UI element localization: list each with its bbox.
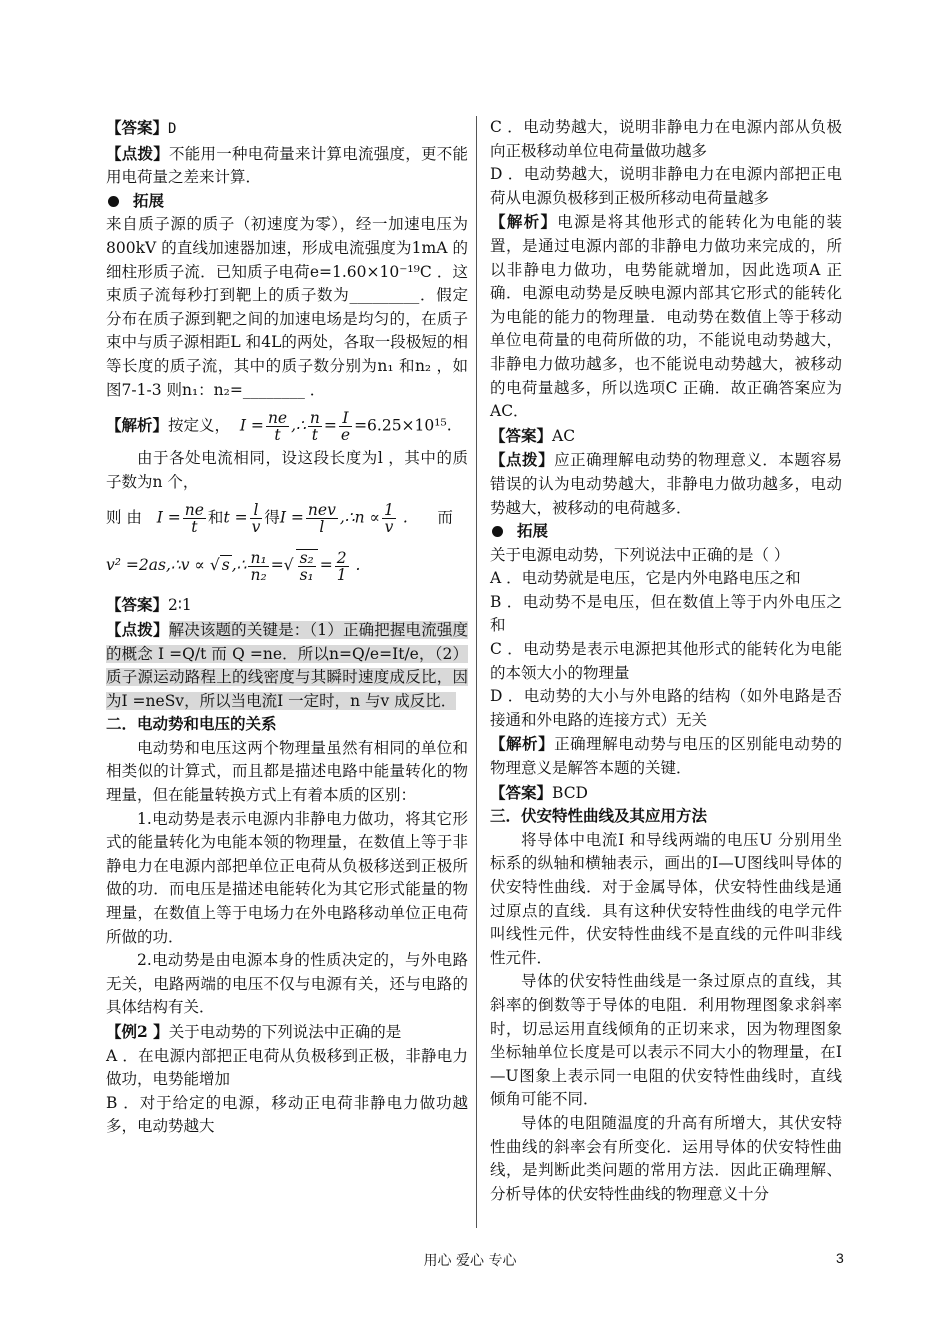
left-column bbox=[106, 116, 468, 1139]
section-heading: 二．电动势和电压的关系 bbox=[106, 715, 277, 734]
footer-motto: 用心 爱心 专心 bbox=[423, 1253, 517, 1269]
option-d: D ．电动势的大小与外电路的结构（如外电路是否接通和外电路的连接方式）无关 bbox=[490, 687, 842, 729]
column-divider bbox=[476, 116, 477, 1228]
option-b: B ．电动势不是电压，但在数值上等于内外电压之和 bbox=[490, 592, 842, 635]
solution-paragraph: 【解析】正确理解电动势与电压的区别能电动势的物理意义是解答本题的关键． bbox=[490, 734, 842, 778]
solution-formula-3: v² =2as,∴v ∝ √ s ,∴ $\frac{\text{n₁}}{\text{n₂}}$ =√ $\frac{\text{s₂}}{\text{s₁}}$ = $\frac{2}{1}$ . bbox=[106, 548, 361, 585]
option-a: A ．电动势就是电压，它是内外电路电压之和 bbox=[490, 569, 801, 588]
section-heading: 三．伏安特性曲线及其应用方法 bbox=[490, 807, 708, 826]
answer-line: 【答案】BCD bbox=[490, 782, 588, 802]
option-c: C ．电动势越大，说明非静电力在电源内部从负极向正极移动单位电荷量做功越多 bbox=[490, 118, 842, 160]
option-b: B ．对于给定的电源，移动正电荷非静电力做功越多，电动势越大 bbox=[106, 1093, 468, 1136]
bullet-icon bbox=[492, 526, 503, 537]
right-column bbox=[490, 116, 842, 1206]
answer-line: 【答案】2∶1 bbox=[106, 595, 192, 615]
bullet-icon bbox=[108, 196, 119, 207]
tip-paragraph: 【点拨】不能用一种电荷量来计算电流强度，更不能用电荷量之差来计算． bbox=[106, 143, 468, 187]
answer-line: 【答案】AC bbox=[490, 425, 576, 445]
example-question: 【例2 】关于电动势的下列说法中正确的是 bbox=[106, 1022, 402, 1041]
solution-paragraph: 由于各处电流相同，设这段长度为l ，其中的质子数为n 个， bbox=[106, 449, 468, 491]
answer-line: 【答案】D bbox=[106, 118, 177, 137]
page-number: 3 bbox=[836, 1250, 844, 1266]
body-paragraph: 导体的伏安特性曲线是一条过原点的直线，其斜率的倒数等于导体的电阻．利用物理图象求斜率时，切忌运用直线倾角的正切来求，因为物理图象坐标轴单位长度是可以表示不同大小的物理量，在I—U图象上表示同一电阻的伏安特性曲线时，直线倾角可能不同． bbox=[490, 972, 842, 1109]
option-a: A ．在电源内部把正电荷从负极移到正极，非静电力做功，电势能增加 bbox=[106, 1046, 468, 1089]
tip-paragraph: 【点拨】解决该题的关键是：（1）正确把握电流强度的概念 I =Q/t 而 Q =ne．所以n=Q/e=It/e，（2）质子源运动路程上的线密度与其瞬时速度成反比，因为I =neSv，所以当电流I 一定时，n 与v 成反比． bbox=[106, 619, 468, 710]
body-paragraph: 1.电动势是表示电源内非静电力做功，将其它形式的能量转化为电能本领的物理量，在数值上等于非静电力在电源内部把单位正电荷从负极移送到正极所做的功．而电压是描述电能转化为其它形式能量的物理量，在数值上等于电场力在外电路移动单位正电荷所做的功． bbox=[106, 809, 468, 946]
body-paragraph: 电动势和电压这两个物理量虽然有相同的单位和相类似的计算式，而且都是描述电路中能量转化的物理量，但在能量转换方式上有着本质的区别： bbox=[106, 738, 468, 805]
option-d: D ．电动势越大，说明非静电力在电源内部把正电荷从电源负极移到正极所移动电荷量越多 bbox=[490, 165, 842, 207]
tip-paragraph: 【点拨】应正确理解电动势的物理意义．本题容易错误的认为电动势越大，非静电力做功越多，电动势越大，被移动的电荷越多． bbox=[490, 450, 842, 517]
extension-heading: 拓展 bbox=[106, 190, 468, 214]
body-paragraph: 将导体中电流I 和导线两端的电压U 分别用坐标系的纵轴和横轴表示，画出的I—U图线叫导体的伏安特性曲线．对于金属导体，伏安特性曲线是通过原点的直线．具有这种伏安特性曲线的电学元件叫线性元件，伏安特性曲线不是直线的元件叫非线性元件． bbox=[490, 830, 842, 967]
problem-paragraph: 来自质子源的质子（初速度为零），经一加速电压为800kV 的直线加速器加速，形成电流强度为1mA 的细柱形质子流．已知质子电荷e=1.60×10⁻¹⁹C ．这束质子流每秒打到靶上的质子数为_________．假定分布在质子源到靶之间的加速电场是均匀的，在质子束中与质子源相距L 和4L的两处，各取一段极短的相等长度的质子流，其中的质子数分别为n₁ 和n₂ ，如图7-1-3 则n₁：n₂=________ ． bbox=[106, 215, 468, 399]
extension-question: 关于电源电动势，下列说法中正确的是（ ） bbox=[490, 545, 790, 564]
body-paragraph: 2.电动势是由电源本身的性质决定的，与外电路无关，电路两端的电压不仅与电源有关，还与电路的具体结构有关． bbox=[106, 951, 468, 1017]
solution-formula-2: 则 由 I = $\frac{ne}{t}$ 和t = $\frac{l}{v}$ 得I = $\frac{\text{nev}}{l}$ ,∴n ∝ $\frac{1}{v}$ . 而 bbox=[106, 501, 453, 537]
solution-formula-1: 【解析】按定义， I = $\frac{ne}{t}$ ,∴ $\frac{n}{t}$ = $\frac{I}{e}$ =6.25×10¹⁵. bbox=[106, 409, 452, 445]
option-c: C ．电动势是表示电源把其他形式的能转化为电能的本领大小的物理量 bbox=[490, 640, 842, 682]
extension-heading: 拓展 bbox=[490, 520, 842, 544]
body-paragraph: 导体的电阻随温度的升高有所增大，其伏安特性曲线的斜率会有所变化．运用导体的伏安特性曲线，是判断此类问题的常用方法．因此正确理解、分析导体的伏安特性曲线的物理意义十分 bbox=[490, 1113, 842, 1203]
solution-paragraph: 【解析】电源是将其他形式的能转化为电能的装置，是通过电源内部的非静电力做功来完成的，所以非静电力做功，电势能就增加，因此选项A 正确．电源电动势是反映电源内部其它形式的能转化为电能的能力的物理量．电动势在数值上等于移动单位电荷量的电荷所做的功，不能说电动势越大，非静电力做功越多，也不能说电动势越大，被移动的电荷量越多，所以选项C 正确．故正确答案应为AC． bbox=[490, 212, 842, 421]
